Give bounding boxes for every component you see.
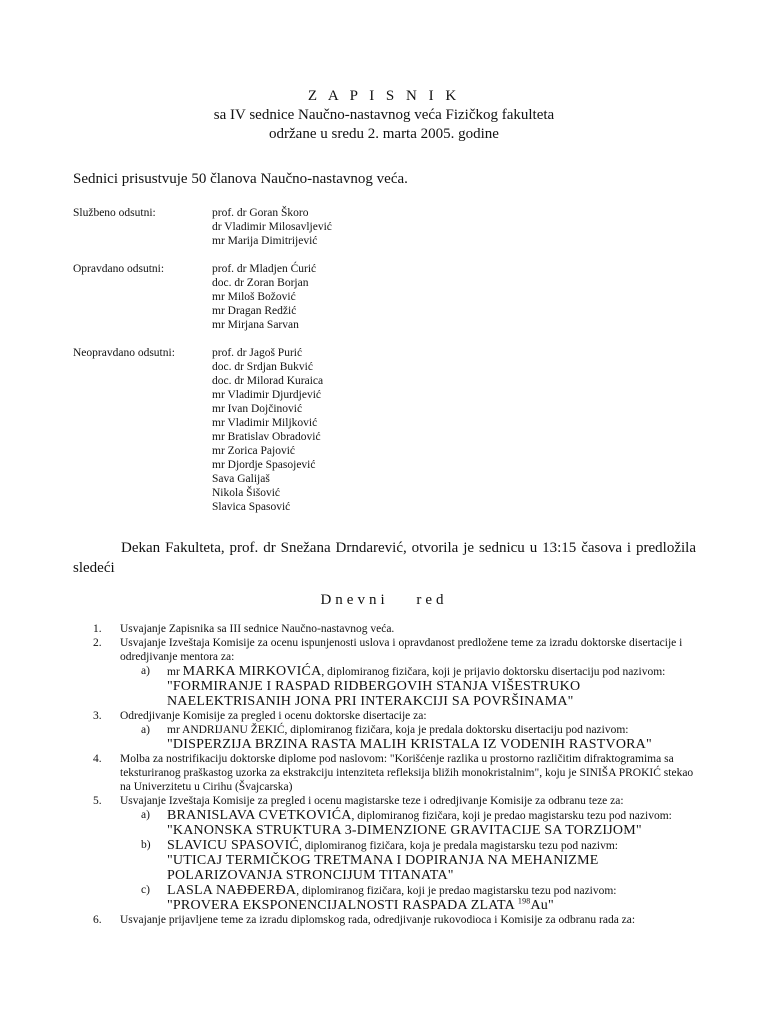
absent-name: doc. dr Milorad Kuraica: [212, 375, 324, 387]
absent-name: mr Dragan Redžić: [212, 305, 297, 317]
absent-name: mr Miloš Božović: [212, 291, 296, 303]
agenda-item-text: Usvajanje Zapisnika sa III sednice Naučno-nastavnog veća.: [120, 623, 395, 635]
agenda-item-text: Usvajanje prijavljene teme za izradu diplomskog rada, odredjivanje rukovodioca i Komisije za odbranu rada za:: [120, 914, 636, 926]
agenda-item-3: [93, 709, 703, 723]
thesis-title-end: Au": [530, 898, 554, 913]
absent-name: prof. dr Goran Škoro: [212, 207, 309, 219]
candidate-name: BRANISLAVA CVETKOVIĆA: [167, 808, 352, 823]
absent-name: Slavica Spasović: [212, 501, 291, 513]
document-title: Z A P I S N I K: [307, 88, 461, 104]
absent-name: dr Vladimir Milosavljević: [212, 221, 332, 233]
subitem-text: , diplomiranog fizičara, koji je prijavio doktorsku disertaciju pod nazivom:: [321, 666, 666, 678]
agenda-item-4: [93, 752, 703, 794]
agenda-subitem-2a: [120, 664, 703, 709]
item-number: 2.: [93, 637, 102, 649]
absent-name: Sava Galijaš: [212, 473, 270, 485]
excused-absent-names: [212, 262, 316, 332]
absent-name: doc. dr Srdjan Bukvić: [212, 361, 313, 373]
item-number: 1.: [93, 623, 102, 635]
official-absent-label: Službeno odsutni:: [73, 207, 156, 219]
agenda-subitem-5b: [120, 838, 703, 883]
absent-name: mr Djordje Spasojević: [212, 459, 316, 471]
subitem-text: , diplomiranog fizičara, koji je predao magistarsku tezu pod nazivom:: [351, 810, 672, 822]
subitem-text: , diplomiranog fizičara, koji je predao magistarsku tezu pod nazivom:: [296, 885, 617, 897]
absent-name: doc. dr Zoran Borjan: [212, 277, 309, 289]
thesis-title: "DISPERZIJA BRZINA RASTA MALIH KRISTALA IZ VODENIH RASTVORA": [167, 737, 652, 752]
agenda-list: [93, 622, 703, 927]
absent-name: mr Ivan Dojčinović: [212, 403, 303, 415]
thesis-title: [167, 898, 554, 913]
candidate-name: SLAVICU SPASOVIĆ: [167, 838, 299, 853]
absent-name: mr Vladimir Miljković: [212, 417, 318, 429]
absent-name: mr Zorica Pajović: [212, 445, 296, 457]
absent-name: prof. dr Mladjen Ćurić: [212, 263, 317, 275]
subitem-letter: c): [141, 884, 150, 896]
agenda-subitem-3a: [120, 723, 703, 752]
absent-name: prof. dr Jagoš Purić: [212, 347, 303, 359]
item-number: 5.: [93, 795, 102, 807]
subitem-letter: a): [141, 809, 150, 821]
isotope-mass-number: 198: [517, 896, 531, 906]
agenda-item-1: [93, 622, 703, 636]
agenda-item-2: [93, 636, 703, 664]
candidate-name: MARKA MIRKOVIĆA: [182, 664, 322, 679]
attendance-statement: Sednici prisustvuje 50 članova Naučno-nastavnog veća.: [73, 171, 408, 187]
agenda-subitem-5a: [120, 808, 703, 838]
subitem-letter: a): [141, 665, 150, 677]
dean-opening-paragraph: Dekan Fakulteta, prof. dr Snežana Drndarević, otvorila je sednicu u 13:15 časova i predložila sledeći: [73, 540, 696, 576]
unexcused-absent-names: [212, 346, 323, 514]
agenda-title: Dnevni red: [320, 592, 448, 608]
absent-name: mr Mirjana Sarvan: [212, 319, 299, 331]
thesis-title-start: "PROVERA EKSPONENCIJALNOSTI RASPADA ZLATA: [167, 898, 518, 913]
session-subtitle: sa IV sednice Naučno-nastavnog veća Fizičkog fakulteta: [213, 107, 555, 123]
absent-name: mr Bratislav Obradović: [212, 431, 321, 443]
subitem-text: mr ANDRIJANU ŽEKIĆ, diplomiranog fizičara, koja je predala doktorsku disertaciju pod nazivom:: [167, 724, 629, 736]
absent-name: mr Vladimir Djurdjević: [212, 389, 322, 401]
subitem-prefix: mr: [167, 666, 183, 678]
excused-absent-label: Opravdano odsutni:: [73, 263, 165, 275]
agenda-item-text: Molba za nostrifikaciju doktorske diplome pod naslovom: "Korišćenje razlika u prostorno različitim difraktogramima sa teksturiranog praškastog uzorka za ekstrakciju intenziteta refleksija bližih monokristalnim", koju je SINIŠA PROKIĆ stekao na Univerzitetu u Cirihu (Švajcarska): [120, 753, 694, 793]
candidate-name: LASLA NAĐĐERĐA: [167, 883, 297, 898]
agenda-item-text: Usvajanje Izveštaja Komisije za ocenu ispunjenosti uslova i opravdanost predložene teme za izradu doktorske disertacije i odredjivanje mentora za:: [120, 637, 683, 663]
subitem-letter: b): [141, 839, 151, 851]
agenda-item-5: [93, 794, 703, 808]
absent-name: Nikola Šišović: [212, 487, 281, 499]
unexcused-absent-label: Neopravdano odsutni:: [73, 347, 175, 359]
document-header: [0, 87, 768, 144]
item-number: 4.: [93, 753, 102, 765]
item-number: 3.: [93, 710, 102, 722]
agenda-subitem-5c: [120, 883, 703, 913]
agenda-item-6: [93, 913, 703, 927]
subitem-text: , diplomiranog fizičara, koja je predala magistarsku tezu pod nazivm:: [298, 840, 618, 852]
subitem-letter: a): [141, 724, 150, 736]
thesis-title: "KANONSKA STRUKTURA 3-DIMENZIONE GRAVITACIJE SA TORZIJOM": [167, 823, 642, 838]
session-date: održane u sredu 2. marta 2005. godine: [269, 126, 499, 142]
thesis-title: "UTICAJ TERMIČKOG TRETMANA I DOPIRANJA NA MEHANIZME POLARIZOVANJA STRONCIJUM TITANATA": [167, 853, 599, 883]
absent-name: mr Marija Dimitrijević: [212, 235, 318, 247]
agenda-item-text: Odredjivanje Komisije za pregled i ocenu doktorske disertacije za:: [120, 710, 427, 722]
item-number: 6.: [93, 914, 102, 926]
official-absent-names: [212, 206, 332, 248]
thesis-title: "FORMIRANJE I RASPAD RIDBERGOVIH STANJA VIŠESTRUKO NAELEKTRISANIH JONA PRI INTERAKCIJI SA POVRŠINAMA": [167, 679, 581, 709]
agenda-item-text: Usvajanje Izveštaja Komisije za pregled i ocenu magistarske teze i odredjivanje Komisije za odbranu teze za:: [120, 795, 624, 807]
